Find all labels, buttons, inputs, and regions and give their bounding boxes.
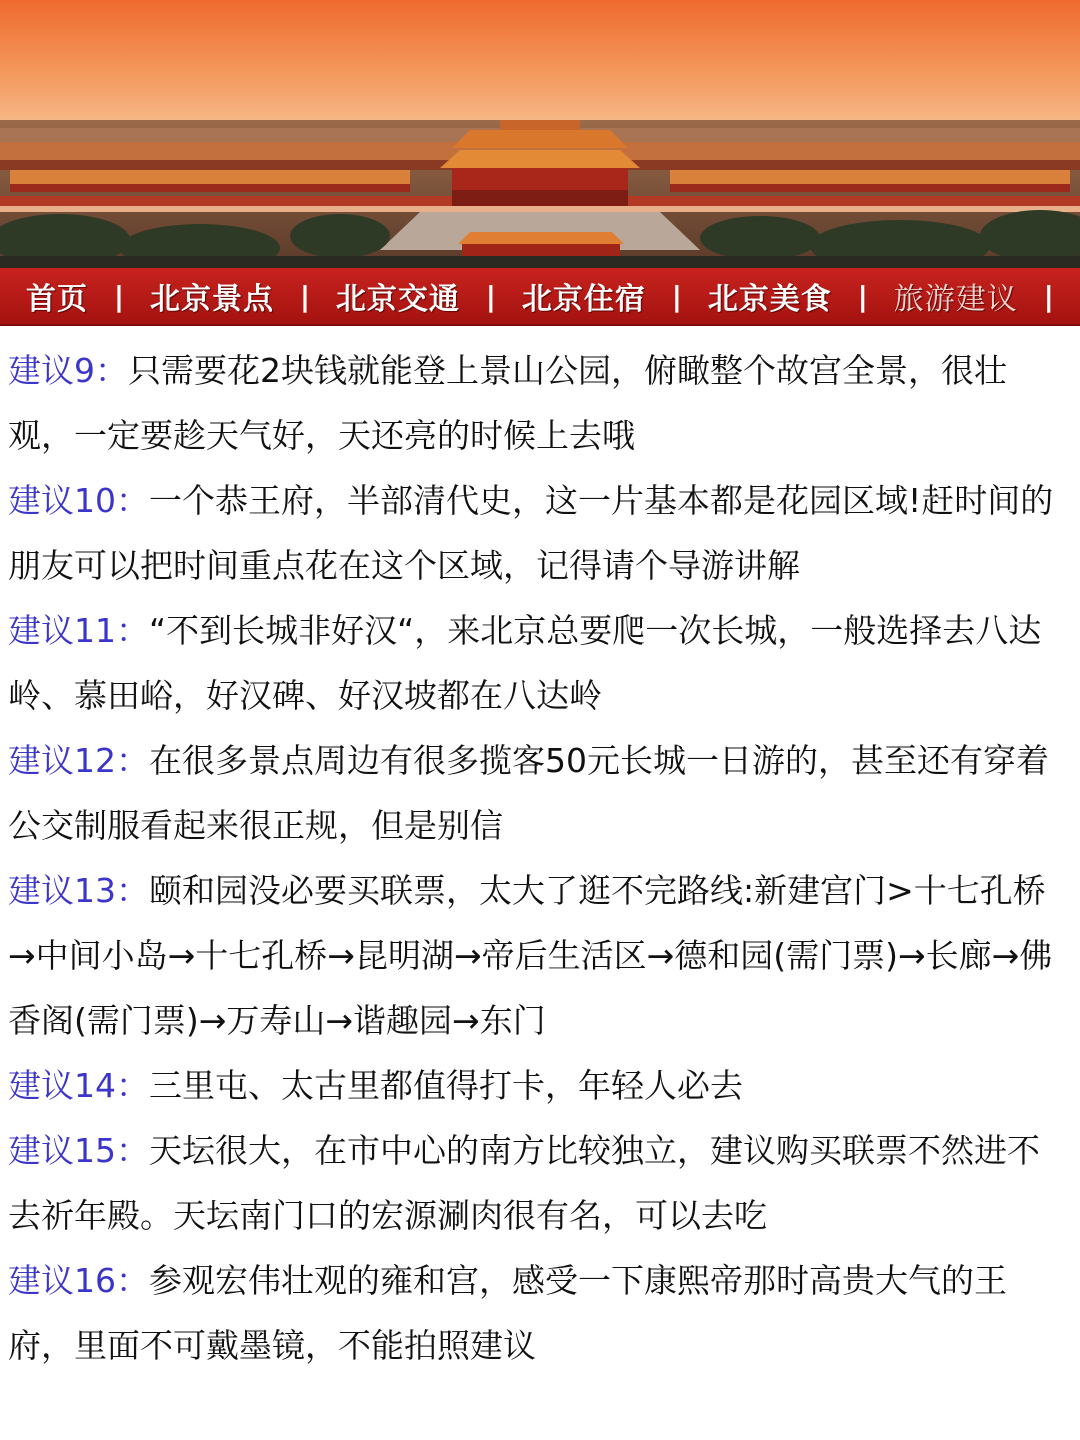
nav-item-home[interactable]: 首页 [26,282,88,317]
tip-label: 建议12： [8,741,149,780]
tip-item [8,338,1072,468]
tip-item [8,1248,1072,1378]
nav-item-lodging[interactable]: 北京住宿 [521,282,646,317]
tip-text: 一个恭王府，半部清代史，这一片基本都是花园区域!赶时间的朋友可以把时间重点花在这个区域，记得请个导游讲解 [8,481,1054,585]
tip-text: 三里屯、太古里都值得打卡，年轻人必去 [149,1066,743,1105]
nav-separator: | [671,279,682,313]
tip-text: “不到长城非好汉“，来北京总要爬一次长城，一般选择去八达岭、慕田峪，好汉碑、好汉坡都在八达岭 [8,611,1042,715]
nav-item-attractions[interactable]: 北京景点 [149,282,274,317]
tip-item [8,1053,1072,1118]
forbidden-city-panorama [0,0,1080,268]
nav-separator: | [113,279,125,313]
top-navigation-bar [0,268,1080,326]
tip-label: 建议10： [8,481,149,520]
nav-separator: | [299,279,311,313]
nav-item-travel-tips[interactable]: 旅游建议 [893,282,1018,317]
nav-item-transport[interactable]: 北京交通 [335,282,460,317]
tip-text: 参观宏伟壮观的雍和宫，感受一下康熙帝那时高贵大气的王府，里面不可戴墨镜，不能拍照建议 [8,1261,1007,1365]
tip-text: 天坛很大，在市中心的南方比较独立，建议购买联票不然进不去祈年殿。天坛南门口的宏源涮肉很有名，可以去吃 [8,1131,1040,1235]
tip-label: 建议16： [8,1261,149,1300]
tip-text: 只需要花2块钱就能登上景山公园，俯瞰整个故宫全景，很壮观，一定要趁天气好，天还亮的时候上去哦 [8,351,1007,455]
tip-item [8,468,1072,598]
tip-item [8,598,1072,728]
header-banner-image [0,0,1080,268]
nav-item-food[interactable]: 北京美食 [707,282,832,317]
tips-list [0,326,1080,1378]
nav-separator: | [485,279,496,313]
tip-item [8,728,1072,858]
tip-label: 建议14： [8,1066,149,1105]
tip-label: 建议13： [8,871,149,910]
tip-label: 建议15： [8,1131,149,1170]
tip-item [8,858,1072,1053]
tip-text: 颐和园没必要买联票，太大了逛不完路线:新建宫门>十七孔桥→中间小岛→十七孔桥→昆明湖→帝后生活区→德和园(需门票)→长廊→佛香阁(需门票)→万寿山→谐趣园→东门 [8,871,1053,1040]
tip-label: 建议11： [8,611,149,650]
tip-text: 在很多景点周边有很多揽客50元长城一日游的，甚至还有穿着公交制服看起来很正规，但是别信 [8,741,1049,845]
nav-separator: | [1043,279,1054,313]
tip-item [8,1118,1072,1248]
nav-separator: | [857,279,868,313]
tip-label: 建议9： [8,351,128,390]
